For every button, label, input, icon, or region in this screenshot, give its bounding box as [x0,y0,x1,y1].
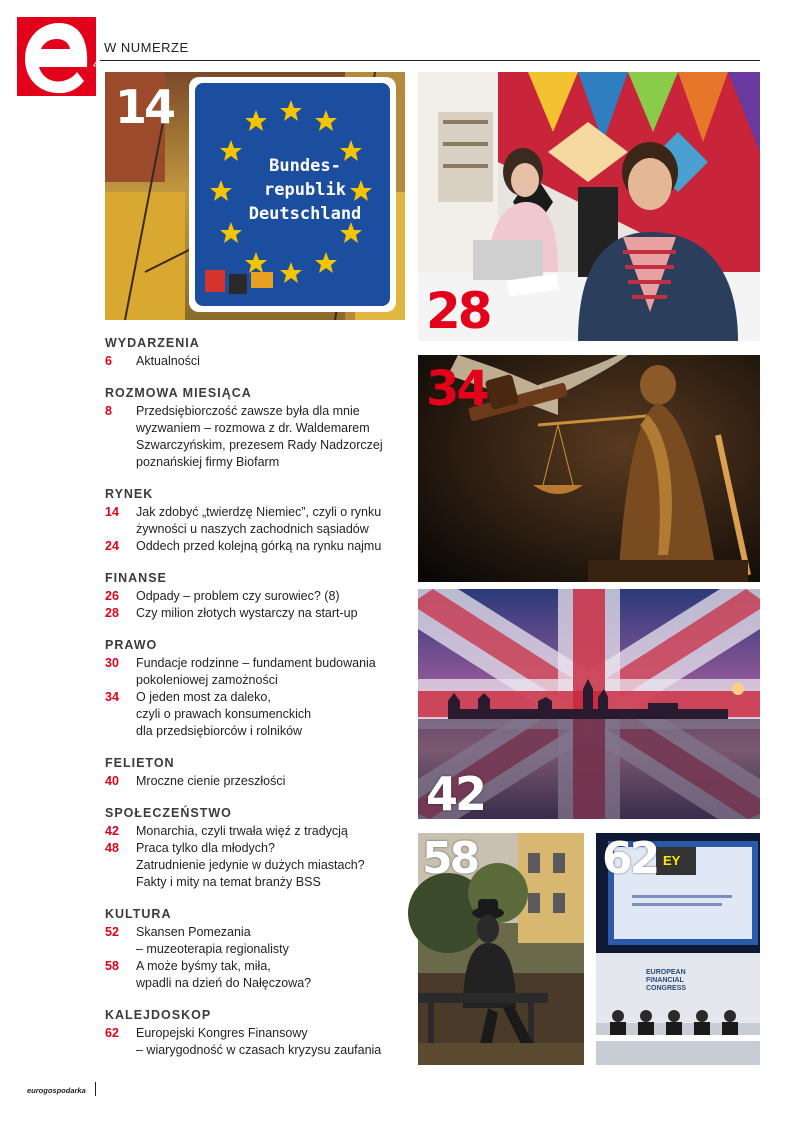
toc-page-number: 40 [105,774,119,788]
toc-entry[interactable] [105,1025,405,1059]
section-title: W NUMERZE [104,40,189,55]
page-badge-34: 34 [426,361,487,417]
toc-page-number: 48 [105,841,119,855]
toc-entry[interactable] [105,689,405,740]
stage-banner-line: EUROPEAN [646,969,686,976]
toc-section-spoleczenstwo [105,806,405,891]
page-badge-14: 14 [115,80,174,134]
toc-entry[interactable] [105,605,405,622]
toc-entry-title: Odpady – problem czy surowiec? (8) [136,589,340,603]
toc-entry-title: Europejski Kongres Finansowy – wiarygodność w czasach kryzysu zaufania [136,1026,382,1057]
toc-entry-title: Jak zdobyć „twierdzę Niemiec”, czyli o rynku żywności u naszych zachodnich sąsiadów [136,505,382,536]
stage-banner [646,969,686,993]
toc-heading: KALEJDOSKOP [105,1008,212,1022]
toc-page-number: 8 [105,404,112,418]
toc-entry-title: Aktualności [136,354,200,368]
photo-statue[interactable] [418,833,584,1065]
toc-entry[interactable] [105,773,405,790]
sign-text [245,154,365,226]
toc-entry[interactable] [105,655,405,689]
photo-germany-sign[interactable] [105,72,405,320]
toc-entry[interactable] [105,958,405,992]
toc-page-number: 30 [105,656,119,670]
toc-page-number: 42 [105,824,119,838]
toc-entry[interactable] [105,353,405,370]
photo-uk-flag[interactable] [418,589,760,819]
toc-entry-title: O jeden most za daleko, czyli o prawach konsumenckich dla przedsiębiorców i rolników [136,690,312,738]
photo-congress[interactable] [596,833,760,1065]
toc-entry-title: Skansen Pomezania – muzeoterapia regionalisty [136,925,289,956]
toc-page-number: 52 [105,925,119,939]
page-badge-62: 62 [602,833,658,884]
toc-section-rozmowa [105,386,405,471]
toc-section-wydarzenia [105,336,405,370]
toc-entry[interactable] [105,840,405,891]
toc-section-kultura [105,907,405,992]
toc-heading: WYDARZENIA [105,336,200,350]
toc-page-number: 6 [105,354,112,368]
toc-section-kalejdoskop [105,1008,405,1059]
toc-section-felieton [105,756,405,790]
toc-entry[interactable] [105,538,405,555]
toc-entry[interactable] [105,823,405,840]
page-badge-42: 42 [426,767,485,821]
toc-section-rynek [105,487,405,555]
page-badge-28: 28 [426,282,490,340]
toc-heading: FINANSE [105,571,167,585]
toc-heading: FELIETON [105,756,175,770]
toc-entry[interactable] [105,403,405,471]
table-of-contents [105,336,405,1075]
toc-entry[interactable] [105,504,405,538]
sign-line: republik [264,180,346,200]
photo-startup[interactable] [418,72,760,341]
toc-entry-title: Mroczne cienie przeszłości [136,774,286,788]
toc-heading: ROZMOWA MIESIĄCA [105,386,252,400]
toc-entry-title: A może byśmy tak, miła, wpadli na dzień do Nałęczowa? [136,959,312,990]
toc-page-number: 26 [105,589,119,603]
toc-page-number: 24 [105,539,119,553]
toc-entry-title: Monarchia, czyli trwała więź z tradycją [136,824,348,838]
footer-divider [95,1082,96,1096]
toc-heading: SPOŁECZEŃSTWO [105,806,232,820]
toc-page-number: 14 [105,505,119,519]
toc-heading: KULTURA [105,907,172,921]
e-logo-icon [17,17,96,96]
toc-entry-title: Oddech przed kolejną górką na rynku najmu [136,539,382,553]
toc-page-number: 62 [105,1026,119,1040]
toc-page-number: 34 [105,690,119,704]
header-divider [100,60,760,61]
ey-logo: EY [663,853,681,868]
toc-section-finanse [105,571,405,622]
toc-entry-title: Przedsiębiorczość zawsze była dla mnie wyzwaniem – rozmowa z dr. Waldemarem Szwarczyńskim, prezesem Rady Nadzorczej poznańskiej firmy Biofarm [136,404,383,469]
toc-page-number: 28 [105,606,119,620]
page-number: 4 [93,59,100,71]
toc-section-prawo [105,638,405,740]
toc-entry-title: Fundacje rodzinne – fundament budowania pokoleniowej zamożności [136,656,376,687]
toc-entry[interactable] [105,588,405,605]
toc-entry[interactable] [105,924,405,958]
stage-banner-line: FINANCIAL [646,977,684,984]
footer-brand: eurogospodarka [27,1086,86,1095]
toc-heading: PRAWO [105,638,158,652]
sign-line: Deutschland [248,204,362,224]
stage-banner-line: CONGRESS [646,985,687,992]
toc-entry-title: Czy milion złotych wystarczy na start-up [136,606,358,620]
sign-line: Bundes- [269,156,341,176]
magazine-logo[interactable] [17,17,100,96]
page-badge-58: 58 [422,833,478,884]
toc-page-number: 58 [105,959,119,973]
photo-law-justice[interactable] [418,355,760,582]
toc-heading: RYNEK [105,487,154,501]
toc-entry-title: Praca tylko dla młodych? Zatrudnienie jedynie w dużych miastach? Fakty i mity na temat branży BSS [136,841,365,889]
